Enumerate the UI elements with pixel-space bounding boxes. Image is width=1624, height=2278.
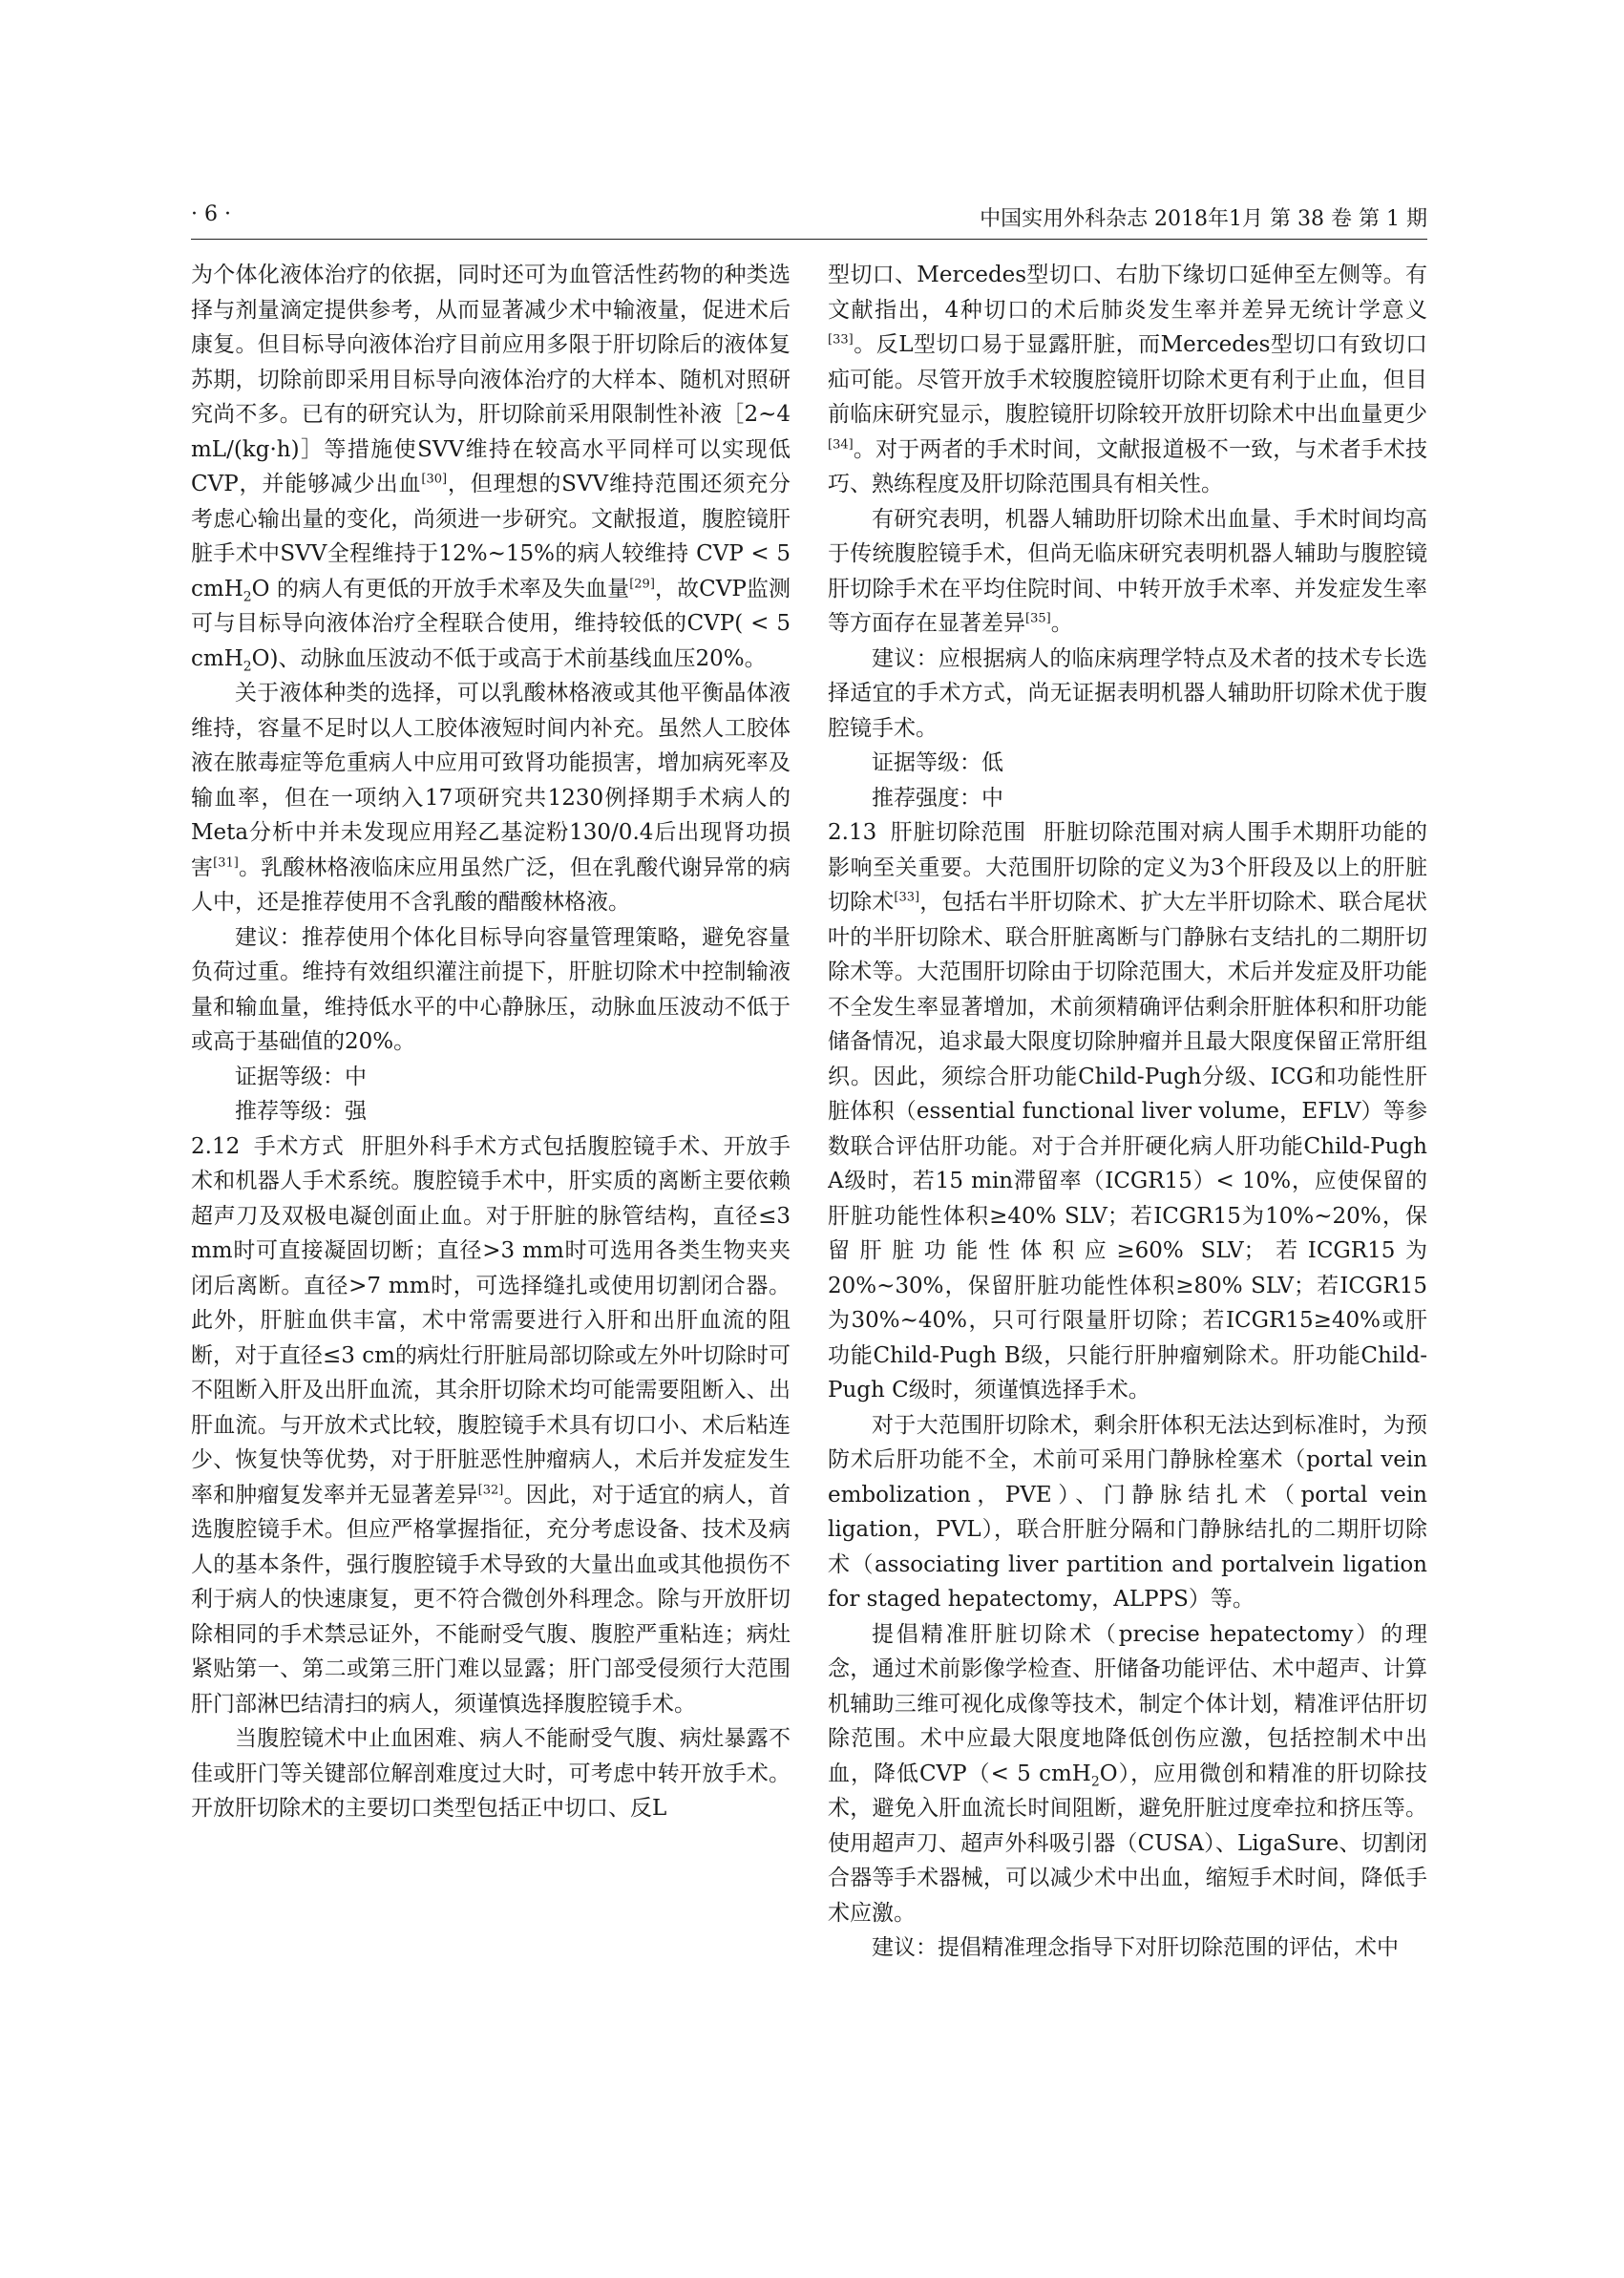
section-title: 肝脏切除范围 (890, 820, 1026, 845)
text: O 的病人有更低的开放手术率及失血量 (251, 576, 630, 601)
section-number: 2.12 (191, 1133, 241, 1159)
recommendation: 建议：推荐使用个体化目标导向容量管理策略，避免容量负荷过重。维持有效组织灌注前提下，肝脏切除术中控制输液量和输血量，维持低水平的中心静脉压，动脉血压波动不低于或高于基础值的20%。 (191, 924, 791, 1054)
citation: [33] (894, 890, 920, 905)
citation: [35] (1025, 611, 1051, 626)
section-2-12 (191, 1129, 791, 1722)
paragraph (828, 1617, 1427, 1931)
text: ，但理想的SVV维持范围还须充分考虑心输出量的变化，尚须进一步研究。文献报道，腹腔镜肝脏手术中SVV全程维持于12%~15%的病人较维持 CVP < 5 cmH (191, 472, 791, 601)
subscript: 2 (243, 659, 252, 675)
left-column (191, 258, 791, 2110)
text: O)、动脉血压波动不低于或高于术前基线血压20%。 (251, 645, 767, 671)
text: ，包括右半肝切除术、扩大左半肝切除术、联合尾状叶的半肝切除术、联合肝脏离断与门静脉右支结扎的二期肝切除术等。大范围肝切除由于切除范围大，术后并发症及肝功能不全发生率显著增加，术前须精确评估剩余肝脏体积和肝功能储备情况，追求最大限度切除肿瘤并且最大限度保留正常肝组织。因此，须综合肝功能Child-Pugh分级、ICG和功能性肝脏体积（essential functional liver volume，EFLV）等参数联合评估肝功能。对于合并肝硬化病人肝功能Child-Pugh A级时，若15 min滞留率（ICGR15）< 10%，应使保留的肝脏功能性体积≥40% SLV；若ICGR15为10%~20%，保留肝脏功能性体积应≥60% SLV；若ICGR15为20%~30%，保留肝脏功能性体积≥80% SLV；若ICGR15为30%~40%，只可行限量肝切除；若ICGR15≥40%或肝功能Child-Pugh B级，只能行肝肿瘤剜除术。肝功能Child-Pugh C级时，须谨慎选择手术。 (828, 890, 1427, 1403)
text: 有研究表明，机器人辅助肝切除术出血量、手术时间均高于传统腹腔镜手术，但尚无临床研究表明机器人辅助与腹腔镜肝切除手术在平均住院时间、中转开放手术率、并发症发生率等方面存在显著差异 (828, 506, 1427, 636)
text: 。乳酸林格液临床应用虽然广泛，但在乳酸代谢异常的病人中，还是推荐使用不含乳酸的醋酸林格液。 (191, 854, 791, 915)
section-title: 手术方式 (253, 1133, 345, 1159)
text: 为个体化液体治疗的依据，同时还可为血管活性药物的种类选择与剂量滴定提供参考，从而显著减少术中输液量，促进术后康复。但目标导向液体治疗目前应用多限于肝切除后的液体复苏期，切除前即采用目标导向液体治疗的大样本、随机对照研究尚不多。已有的研究认为，肝切除前采用限制性补液［2~4 mL/(kg·h)］等措施使SVV维持在较高水平同样可以实现低CVP，并能够减少出血 (191, 263, 791, 496)
text: 。反L型切口易于显露肝脏，而Mercedes型切口有致切口疝可能。尽管开放手术较腹腔镜肝切除术更有利于止血，但目前临床研究显示，腹腔镜肝切除较开放肝切除术中出血量更少 (828, 332, 1427, 427)
recommendation: 建议：应根据病人的临床病理学特点及术者的技术专长选择适宜的手术方式，尚无证据表明机器人辅助肝切除术优于腹腔镜手术。 (828, 645, 1427, 741)
citation: [31] (213, 854, 239, 870)
paragraph: 对于大范围肝切除术，剩余肝体积无法达到标准时，为预防术后肝功能不全，术前可采用门静脉栓塞术（portal vein embolization，PVE）、门静脉结扎术（portal vein ligation，PVL），联合肝脏分隔和门静脉结扎的二期肝切除术（associating liver partition and portalvein ligation for staged hepatectomy，ALPPS）等。 (828, 1412, 1427, 1612)
journal-header: 中国实用外科杂志 2018年1月 第 38 卷 第 1 期 (980, 207, 1427, 231)
recommendation: 建议：提倡精准理念指导下对肝切除范围的评估，术中 (872, 1935, 1399, 1960)
text: 肝胆外科手术方式包括腹腔镜手术、开放手术和机器人手术系统。腹腔镜手术中，肝实质的离断主要依赖超声刀及双极电凝创面止血。对于肝脏的脉管结构，直径≤3 mm时可直接凝固切断；直径>3 mm时可选用各类生物夹夹闭后离断。直径>7 mm时，可选择缝扎或使用切割闭合器。此外，肝脏血供丰富，术中常需要进行入肝和出肝血流的阻断，对于直径≤3 cm的病灶行肝脏局部切除或左外叶切除时可不阻断入肝及出肝血流，其余肝切除术均可能需要阻断入、出肝血流。与开放术式比较，腹腔镜手术具有切口小、术后粘连少、恢复快等优势，对于肝脏恶性肿瘤病人，术后并发症发生率和肿瘤复发率并无显著差异 (191, 1133, 791, 1508)
paragraph (191, 676, 791, 920)
header-rule (191, 239, 1427, 240)
paragraph (828, 258, 1427, 502)
section-2-13 (828, 815, 1427, 1408)
citation: [32] (477, 1482, 504, 1497)
recommendation-strength: 推荐等级：强 (235, 1099, 367, 1124)
citation: [29] (629, 576, 655, 591)
text: 提倡精准肝脏切除术（precise hepatectomy）的理念，通过术前影像学检查、肝储备功能评估、术中超声、计算机辅助三维可视化成像等技术，制定个体计划，精准评估肝切除范围。术中应最大限度地降低创伤应激，包括控制术中出血，降低CVP（< 5 cmH (828, 1621, 1427, 1786)
paragraph (191, 258, 791, 676)
text: O），应用微创和精准的肝切除技术，避免入肝血流长时间阻断，避免肝脏过度牵拉和挤压等。使用超声刀、超声外科吸引器（CUSA）、LigaSure、切割闭合器等手术器械，可以减少术中出血，缩短手术时间，降低手术应激。 (828, 1761, 1427, 1926)
text: 型切口、Mercedes型切口、右肋下缘切口延伸至左侧等。有文献指出，4种切口的术后肺炎发生率并差异无统计学意义 (828, 263, 1427, 323)
text: 。对于两者的手术时间，文献报道极不一致，与术者手术技巧、熟练程度及肝切除范围具有相关性。 (828, 436, 1427, 496)
text: 。 (1050, 611, 1073, 636)
text: 。因此，对于适宜的病人，首选腹腔镜手术。但应严格掌握指征，充分考虑设备、技术及病人的基本条件，强行腹腔镜手术导致的大量出血或其他损伤不利于病人的快速康复，更不符合微创外科理念。除与开放肝切除相同的手术禁忌证外，不能耐受气腹、腹腔严重粘连；病灶紧贴第一、第二或第三肝门难以显露；肝门部受侵须行大范围肝门部淋巴结清扫的病人，须谨慎选择腹腔镜手术。 (191, 1482, 791, 1717)
recommendation-strength: 推荐强度：中 (872, 785, 1003, 811)
citation: [34] (828, 436, 854, 452)
page-number: · 6 · (191, 202, 231, 226)
right-column (828, 258, 1427, 2110)
text: 关于液体种类的选择，可以乳酸林格液或其他平衡晶体液维持，容量不足时以人工胶体液短时间内补充。虽然人工胶体液在脓毒症等危重病人中应用可致肾功能损害，增加病死率及输血率，但在一项纳入17项研究共1230例择期手术病人的Meta分析中并未发现应用羟乙基淀粉130/0.4后出现肾功损害 (191, 681, 791, 880)
evidence-level: 证据等级：中 (235, 1064, 367, 1089)
citation: [33] (828, 332, 854, 348)
paragraph: 当腹腔镜术中止血困难、病人不能耐受气腹、病灶暴露不佳或肝门等关键部位解剖难度过大时，可考虑中转开放手术。开放肝切除术的主要切口类型包括正中切口、反L (191, 1726, 791, 1821)
citation: [30] (421, 472, 448, 487)
subscript: 2 (243, 589, 252, 605)
text: 肝脏切除范围对病人围手术期肝功能的影响至关重要。大范围肝切除的定义为3个肝段及以上的肝脏切除术 (828, 820, 1427, 915)
evidence-level: 证据等级：低 (872, 750, 1003, 775)
section-number: 2.13 (828, 820, 877, 845)
subscript: 2 (1090, 1774, 1100, 1790)
paragraph (828, 502, 1427, 642)
text: ，故CVP监测可与目标导向液体治疗全程联合使用，维持较低的CVP( < 5 cmH (191, 576, 791, 671)
